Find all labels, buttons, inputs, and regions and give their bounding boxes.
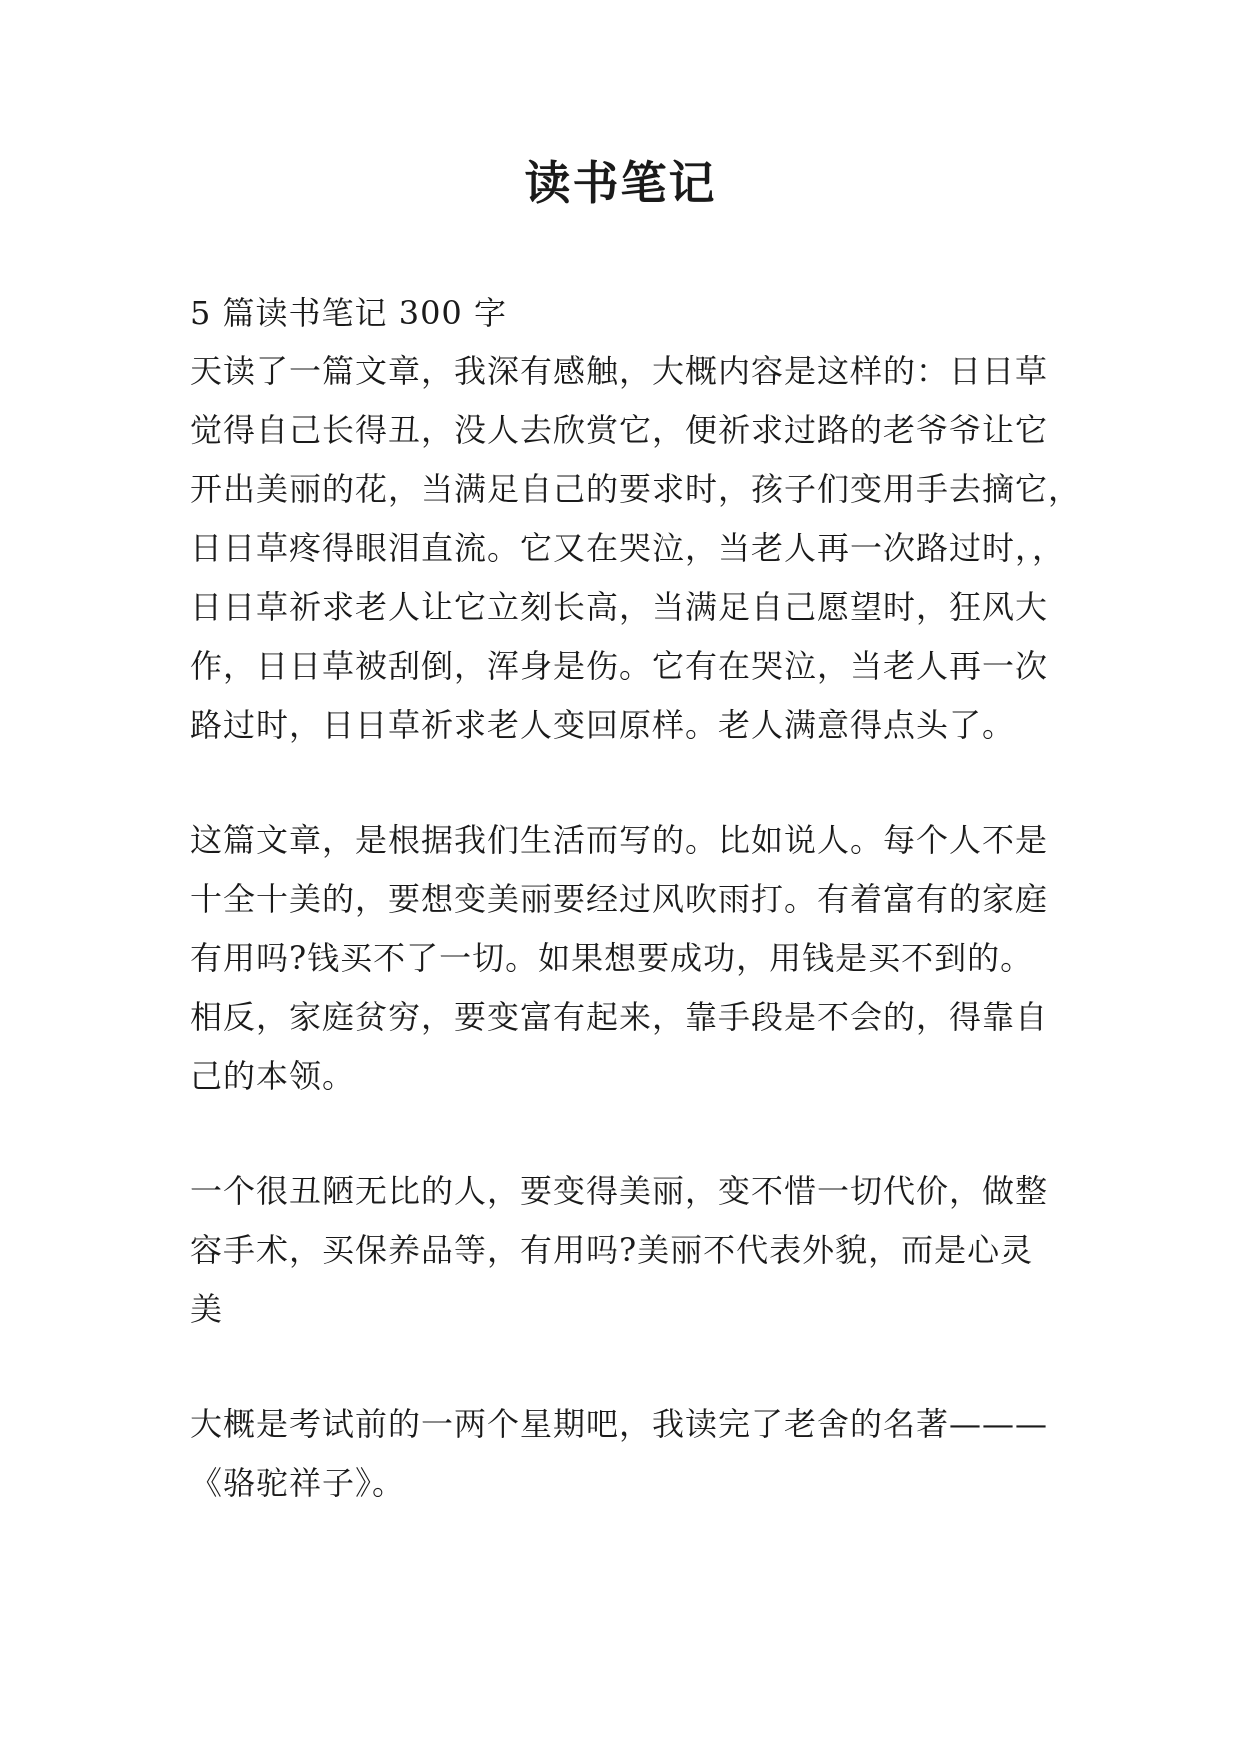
text-line: 这篇文章，是根据我们生活而写的。比如说人。每个人不是 [190, 821, 1049, 859]
paragraph-1 [190, 342, 1082, 755]
text-line: 一个很丑陋无比的人，要变得美丽，变不惜一切代价，做整 [190, 1172, 1049, 1210]
document-subtitle: 5 篇读书笔记 300 字 [190, 294, 507, 332]
paragraph-2 [190, 811, 1070, 1106]
document-title: 读书笔记 [524, 156, 717, 210]
text-line: 觉得自己长得丑，没人去欣赏它，便祈求过路的老爷爷让它 [190, 411, 1049, 449]
text-line: 有用吗?钱买不了一切。如果想要成功，用钱是买不到的。 [190, 939, 1034, 977]
text-line: 天读了一篇文章，我深有感触，大概内容是这样的：日日草 [190, 352, 1049, 390]
text-line: 十全十美的，要想变美丽要经过风吹雨打。有着富有的家庭 [190, 880, 1049, 918]
text-line: 《骆驼祥子》。 [190, 1464, 406, 1502]
document-body [190, 284, 1082, 1569]
text-line: 大概是考试前的一两个星期吧，我读完了老舍的名著——— [190, 1405, 1049, 1443]
text-line: 美 [190, 1290, 224, 1328]
text-line: 作，日日草被刮倒，浑身是伤。它有在哭泣，当老人再一次 [190, 647, 1049, 685]
text-line: 相反，家庭贫穷，要变富有起来，靠手段是不会的，得靠自 [190, 998, 1049, 1036]
text-line: 日日草疼得眼泪直流。它又在哭泣，当老人再一次路过时，， [190, 529, 1066, 567]
text-line: 己的本领。 [190, 1057, 356, 1095]
text-line: 开出美丽的花，当满足自己的要求时，孩子们变用手去摘它， [190, 470, 1082, 508]
text-line: 容手术，买保养品等，有用吗?美丽不代表外貌，而是心灵 [190, 1231, 1034, 1269]
text-line: 日日草祈求老人让它立刻长高，当满足自己愿望时，狂风大 [190, 588, 1049, 626]
paragraph-4 [190, 1395, 1070, 1513]
paragraph-3 [190, 1162, 1070, 1339]
text-line: 路过时，日日草祈求老人变回原样。老人满意得点头了。 [190, 706, 1016, 744]
